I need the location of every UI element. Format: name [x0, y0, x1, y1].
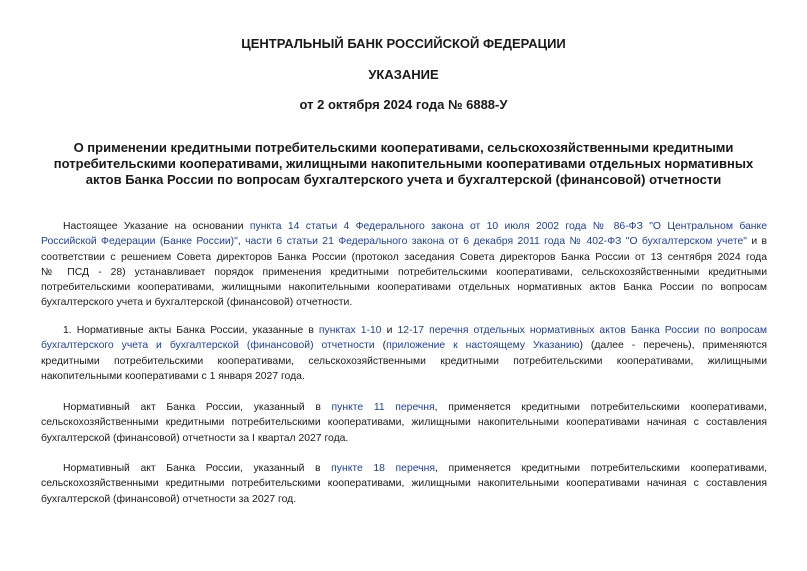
paragraph-text: и в [746, 236, 768, 248]
title-line: актов Банка России по вопросам бухгалтерского учета и бухгалтерской (финансовой) отчетности [85, 172, 722, 187]
item-18-link[interactable]: пункте 18 перечня [331, 463, 435, 474]
paragraph-line: соответствии с решением Совета директоров Банка России (протокол заседания Совета директоров Банка России от 13 сентября 2024 года [41, 251, 767, 263]
document-title [30, 140, 777, 188]
paragraph-line: сельскохозяйственными кредитными потребительскими кооперативами, жилищными накопительными кооперативами начиная с составления [41, 417, 767, 429]
paragraph-text: Настоящее Указание на основании [63, 221, 250, 232]
paragraph-line: накопительными кооперативами с 1 января 2027 года. [41, 370, 305, 382]
paragraph-line: № ПСД - 28) устанавливает порядок применения кредитными потребительскими кооперативами, сельскохозяйственными кредитными [41, 266, 767, 278]
items-1-10-link[interactable]: пунктах 1-10 [318, 325, 382, 336]
paragraph-line: потребительскими кооперативами, жилищными накопительными кооперативами отдельных нормативных актов Банка России по вопросам [41, 282, 767, 294]
paragraph-text: ) (далее - перечень), применяются [579, 340, 767, 352]
clause-1-paragraph [41, 323, 767, 384]
paragraph-text: ( [374, 340, 387, 352]
paragraph-line: бухгалтерского учета и бухгалтерской (финансовой) отчетности. [41, 297, 353, 309]
items-12-17-link[interactable]: 12-17 перечня отдельных нормативных актов Банка России по вопросам [397, 325, 768, 336]
paragraph-text: , [237, 236, 246, 248]
clause-item-18-paragraph [41, 461, 767, 507]
document-type-heading: УКАЗАНИЕ [368, 67, 439, 82]
document-date-heading: от 2 октября 2024 года № 6888-У [299, 97, 508, 112]
paragraph-text: Нормативный акт Банка России, указанный в [63, 402, 332, 413]
paragraph-line: кредитными потребительскими кооперативами, сельскохозяйственными кредитными потребительскими кооперативами, жилищными [41, 355, 767, 367]
paragraph-text: 1. Нормативные акты Банка России, указанные в [63, 325, 319, 336]
items-12-17-link-continued[interactable]: бухгалтерского учета и бухгалтерской (финансовой) отчетности [41, 340, 375, 352]
paragraph-text: и [381, 325, 398, 336]
paragraph-line: бухгалтерской (финансовой) отчетности за 2027 год. [41, 493, 297, 505]
paragraph-text: , применяется кредитными потребительскими кооперативами, [434, 463, 768, 474]
law-86fz-link-continued[interactable]: Российской Федерации (Банке России)" [41, 236, 238, 248]
clause-item-11-paragraph [41, 400, 767, 446]
title-line: потребительскими кооперативами, жилищными накопительными кооперативами отдельных нормативных [53, 156, 754, 171]
title-line: О применении кредитными потребительскими кооперативами, сельскохозяйственными кредитными [73, 140, 734, 155]
paragraph-text: , применяется кредитными потребительскими кооперативами, [434, 402, 767, 413]
appendix-link[interactable]: приложение к настоящему Указанию [386, 340, 580, 352]
issuer-heading: ЦЕНТРАЛЬНЫЙ БАНК РОССИЙСКОЙ ФЕДЕРАЦИИ [241, 36, 566, 51]
preamble-paragraph [41, 219, 767, 311]
paragraph-line: бухгалтерской (финансовой) отчетности за I квартал 2027 года. [41, 432, 349, 444]
law-86fz-link[interactable]: пункта 14 статьи 4 Федерального закона от 10 июля 2002 года № 86-ФЗ "О Центральном банке [249, 221, 767, 232]
paragraph-line: сельскохозяйственными кредитными потребительскими кооперативами, жилищными накопительными кооперативами начиная с составления [41, 478, 767, 490]
item-11-link[interactable]: пункте 11 перечня [331, 402, 435, 413]
law-402fz-link[interactable]: части 6 статьи 21 Федерального закона от 6 декабря 2011 года № 402-ФЗ "О бухгалтерском учете" [245, 236, 747, 248]
paragraph-text: Нормативный акт Банка России, указанный в [63, 463, 332, 474]
